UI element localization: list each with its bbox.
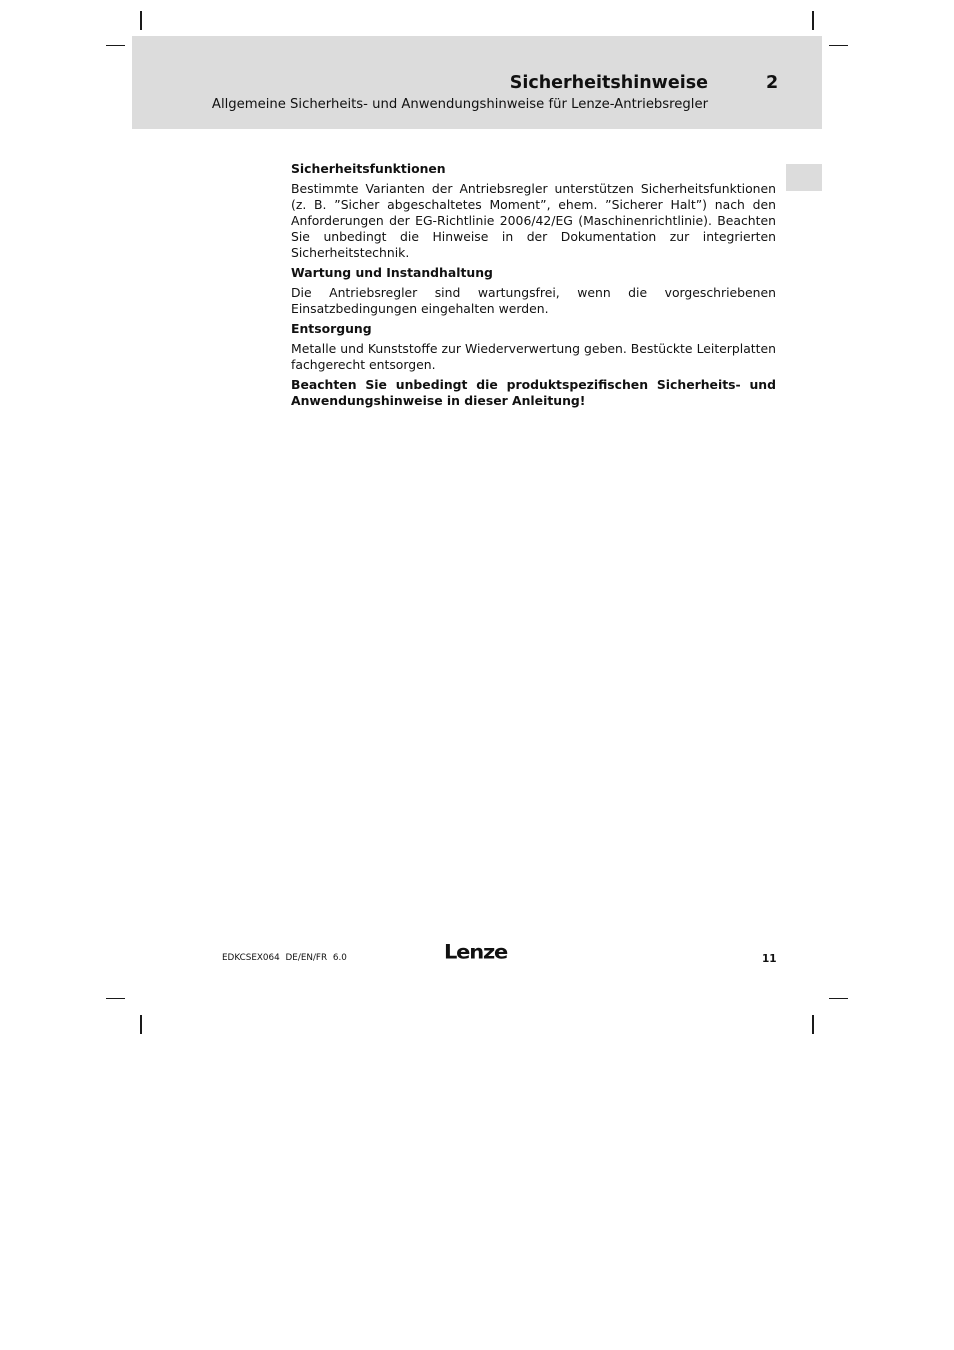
crop-mark-top-left-vertical [140,11,142,30]
section-text: Metalle und Kunststoffe zur Wiederverwertung geben. Bestückte Leiterplatten fachgerecht entsorgen. [291,341,776,372]
section-text: Die Antriebsregler sind wartungsfrei, wenn die vorgeschriebenen Einsatzbedingungen eingehalten werden. [291,285,776,316]
header-band [132,36,822,129]
crop-mark-top-right-horizontal [829,45,848,46]
section-heading: Wartung und Instandhaltung [291,265,493,280]
crop-mark-top-left-horizontal [106,45,125,46]
chapter-number: 2 [766,73,779,93]
section-disposal [291,321,776,373]
lenze-logo: Lenze [444,941,508,964]
crop-mark-bottom-left-vertical [140,1015,142,1034]
page-number: 11 [762,953,777,965]
crop-mark-bottom-right-vertical [812,1015,814,1034]
section-heading: Entsorgung [291,321,372,336]
crop-mark-bottom-left-horizontal [106,998,125,999]
section-safety-functions [291,161,776,261]
chapter-side-tab [786,164,822,191]
section-text: Bestimmte Varianten der Antriebsregler unterstützen Sicherheitsfunktionen (z. B. ”Sicher abgeschaltetes Moment”, ehem. ”Sicherer Halt”) nach den Anforderungen der EG-Richtlinie 2006/42/EG (Maschinenrichtlinie). Beachten Sie unbedingt die Hinweise in der Dokumentation zur integrierten Sicherheitstechnik. [291,181,776,260]
chapter-title: Sicherheitshinweise [509,73,708,93]
chapter-subtitle: Allgemeine Sicherheits- und Anwendungshinweise für Lenze-Antriebsregler [211,97,708,112]
section-maintenance [291,265,776,317]
important-note: Beachten Sie unbedingt die produktspezifischen Sicherheits- und Anwendungshinweise in dieser Anleitung! [291,377,776,408]
crop-mark-bottom-right-horizontal [829,998,848,999]
crop-mark-top-right-vertical [812,11,814,30]
section-heading: Sicherheitsfunktionen [291,161,446,176]
footer-document-id: EDKCSEX064 DE/EN/FR 6.0 [222,953,347,963]
main-content [291,161,776,413]
